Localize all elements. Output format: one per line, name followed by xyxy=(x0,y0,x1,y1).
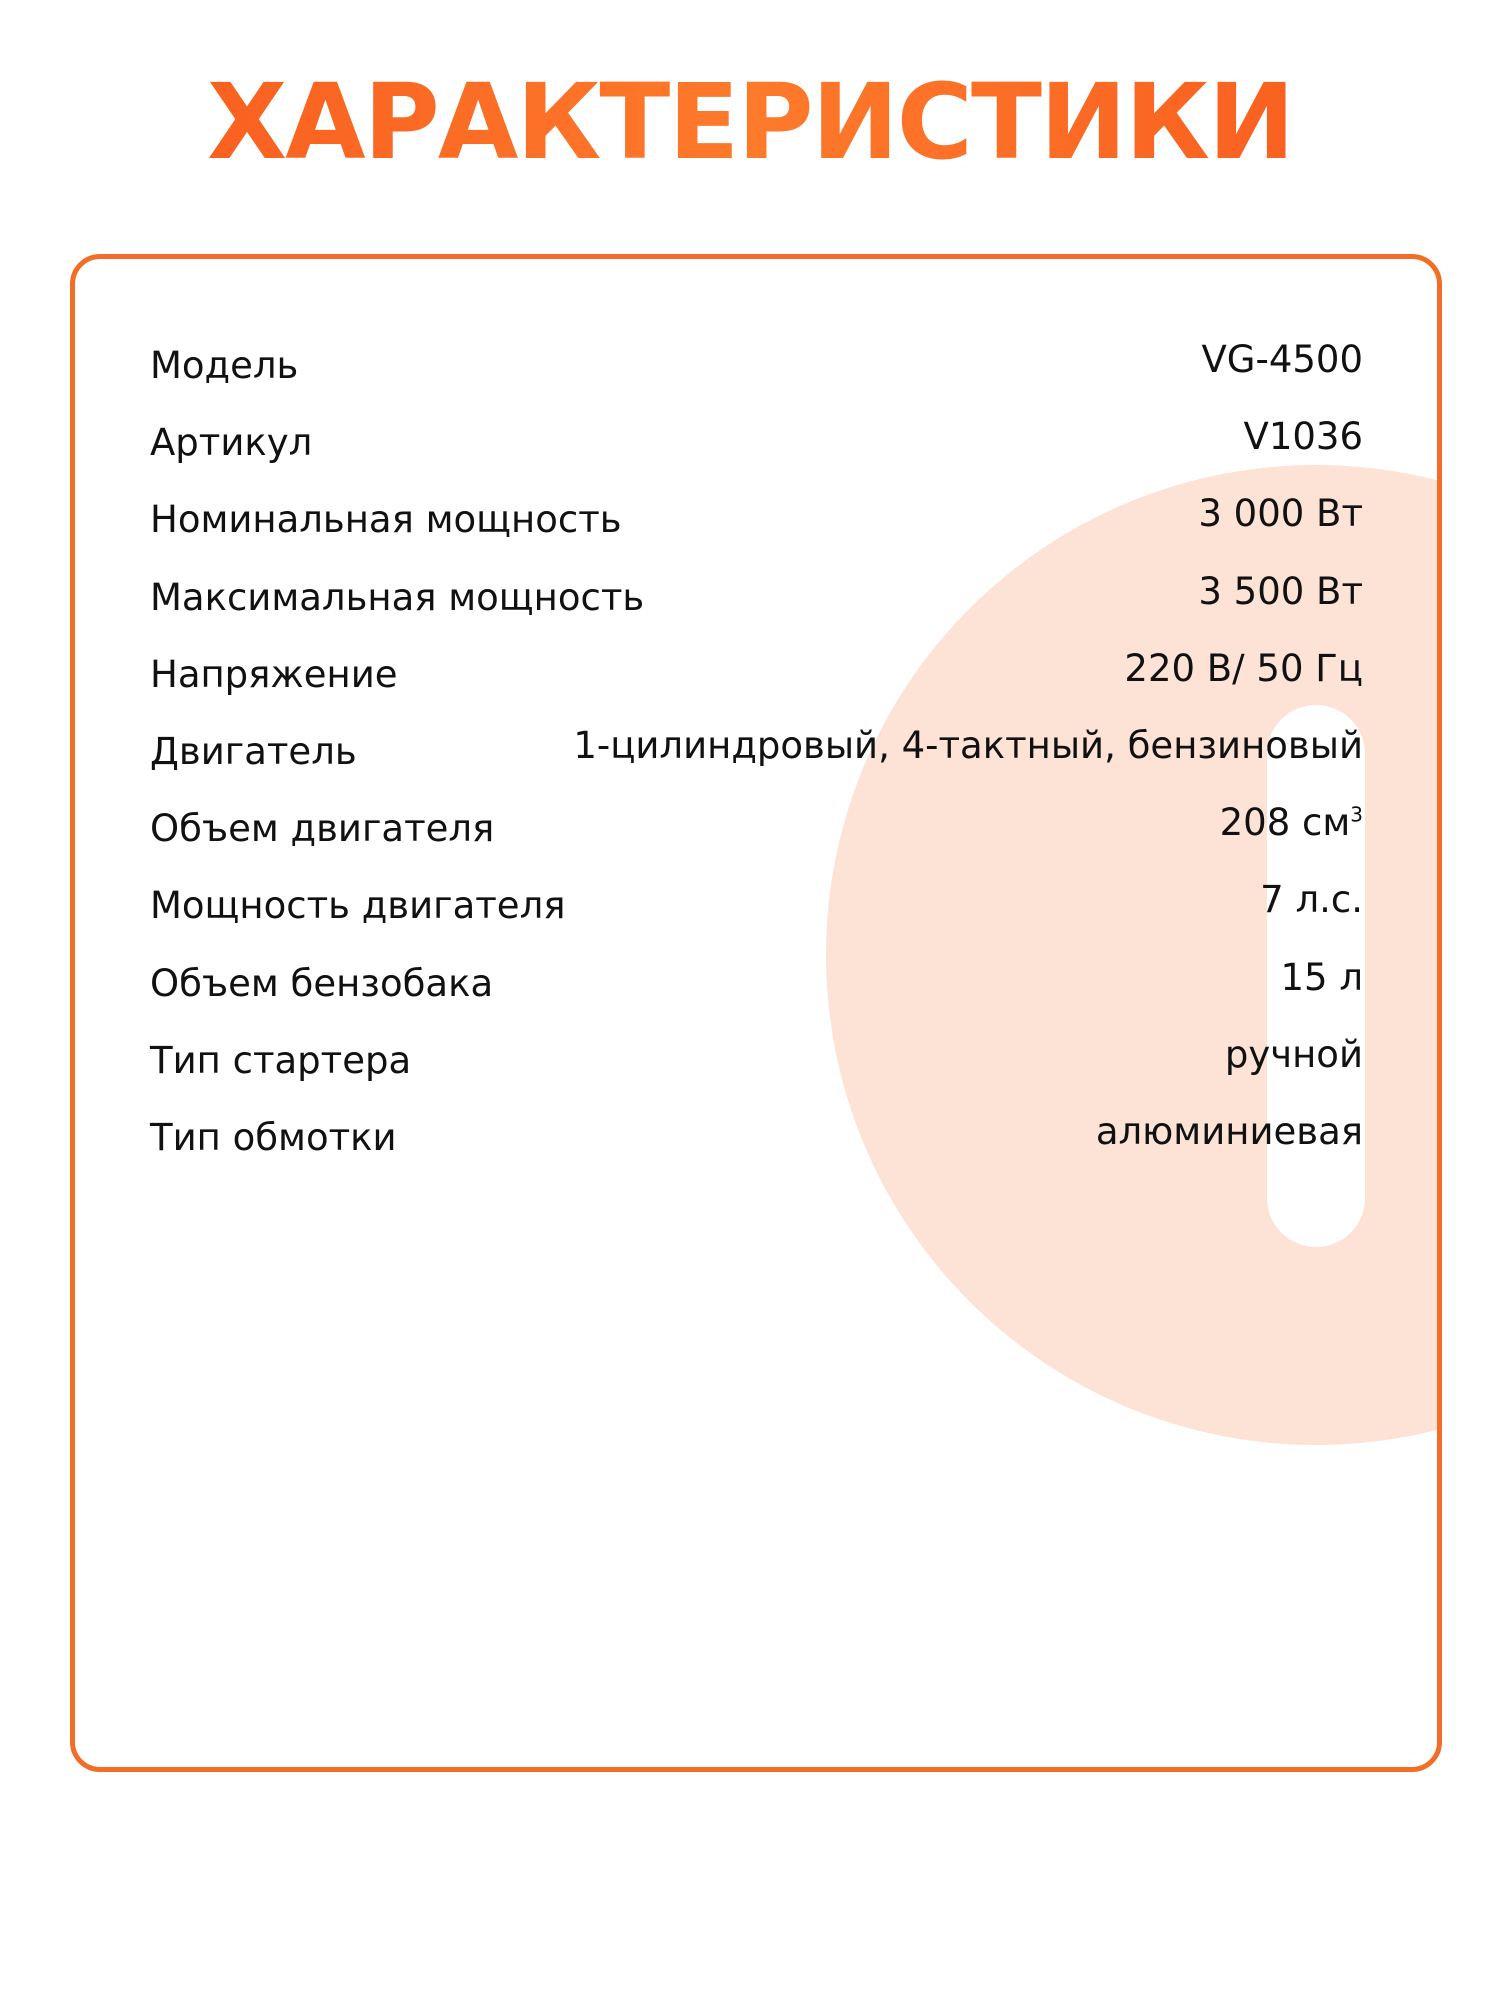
spec-row-rated-power xyxy=(150,479,1363,556)
spec-row-winding-type xyxy=(150,1097,1363,1174)
spec-value: 15 л xyxy=(1280,955,1363,999)
spec-value: 3 500 Вт xyxy=(1198,569,1363,613)
spec-row-article xyxy=(150,402,1363,479)
spec-label: Тип стартера xyxy=(150,1038,412,1082)
spec-value: 208 см xyxy=(1219,801,1351,845)
spec-value: ручной xyxy=(1224,1032,1363,1076)
spec-value: 7 л.с. xyxy=(1260,878,1363,922)
spec-value-group xyxy=(1220,801,1363,844)
spec-label: Номинальная мощность xyxy=(150,498,622,542)
spec-label: Объем двигателя xyxy=(150,807,495,851)
spec-value: 3 000 Вт xyxy=(1198,492,1363,536)
specs-card xyxy=(70,254,1442,1772)
spec-label: Мощность двигателя xyxy=(150,884,566,928)
unit-superscript: 3 xyxy=(1350,802,1363,827)
spec-label: Тип обмотки xyxy=(150,1115,397,1159)
spec-label: Напряжение xyxy=(150,652,398,696)
spec-row-engine-power xyxy=(150,865,1363,942)
spec-list xyxy=(150,325,1363,1174)
spec-value: 1-цилиндровый, 4-тактный, бензиновый xyxy=(573,724,1363,768)
spec-row-engine-volume xyxy=(150,788,1363,865)
spec-row-starter-type xyxy=(150,1020,1363,1097)
spec-row-voltage xyxy=(150,634,1363,711)
spec-label: Модель xyxy=(150,344,299,388)
spec-value: алюминиевая xyxy=(1095,1109,1363,1153)
spec-row-tank-volume xyxy=(150,943,1363,1020)
spec-label: Максимальная мощность xyxy=(150,575,645,619)
spec-row-max-power xyxy=(150,557,1363,634)
spec-label: Объем бензобака xyxy=(150,961,494,1005)
spec-row-engine xyxy=(150,711,1363,788)
spec-row-model xyxy=(150,325,1363,402)
spec-label: Артикул xyxy=(150,421,313,465)
spec-label: Двигатель xyxy=(150,730,357,774)
page-title: ХАРАКТЕРИСТИКИ xyxy=(0,62,1500,182)
spec-value: VG-4500 xyxy=(1201,338,1363,382)
spec-value: V1036 xyxy=(1243,415,1363,459)
spec-value: 220 В/ 50 Гц xyxy=(1124,646,1363,690)
